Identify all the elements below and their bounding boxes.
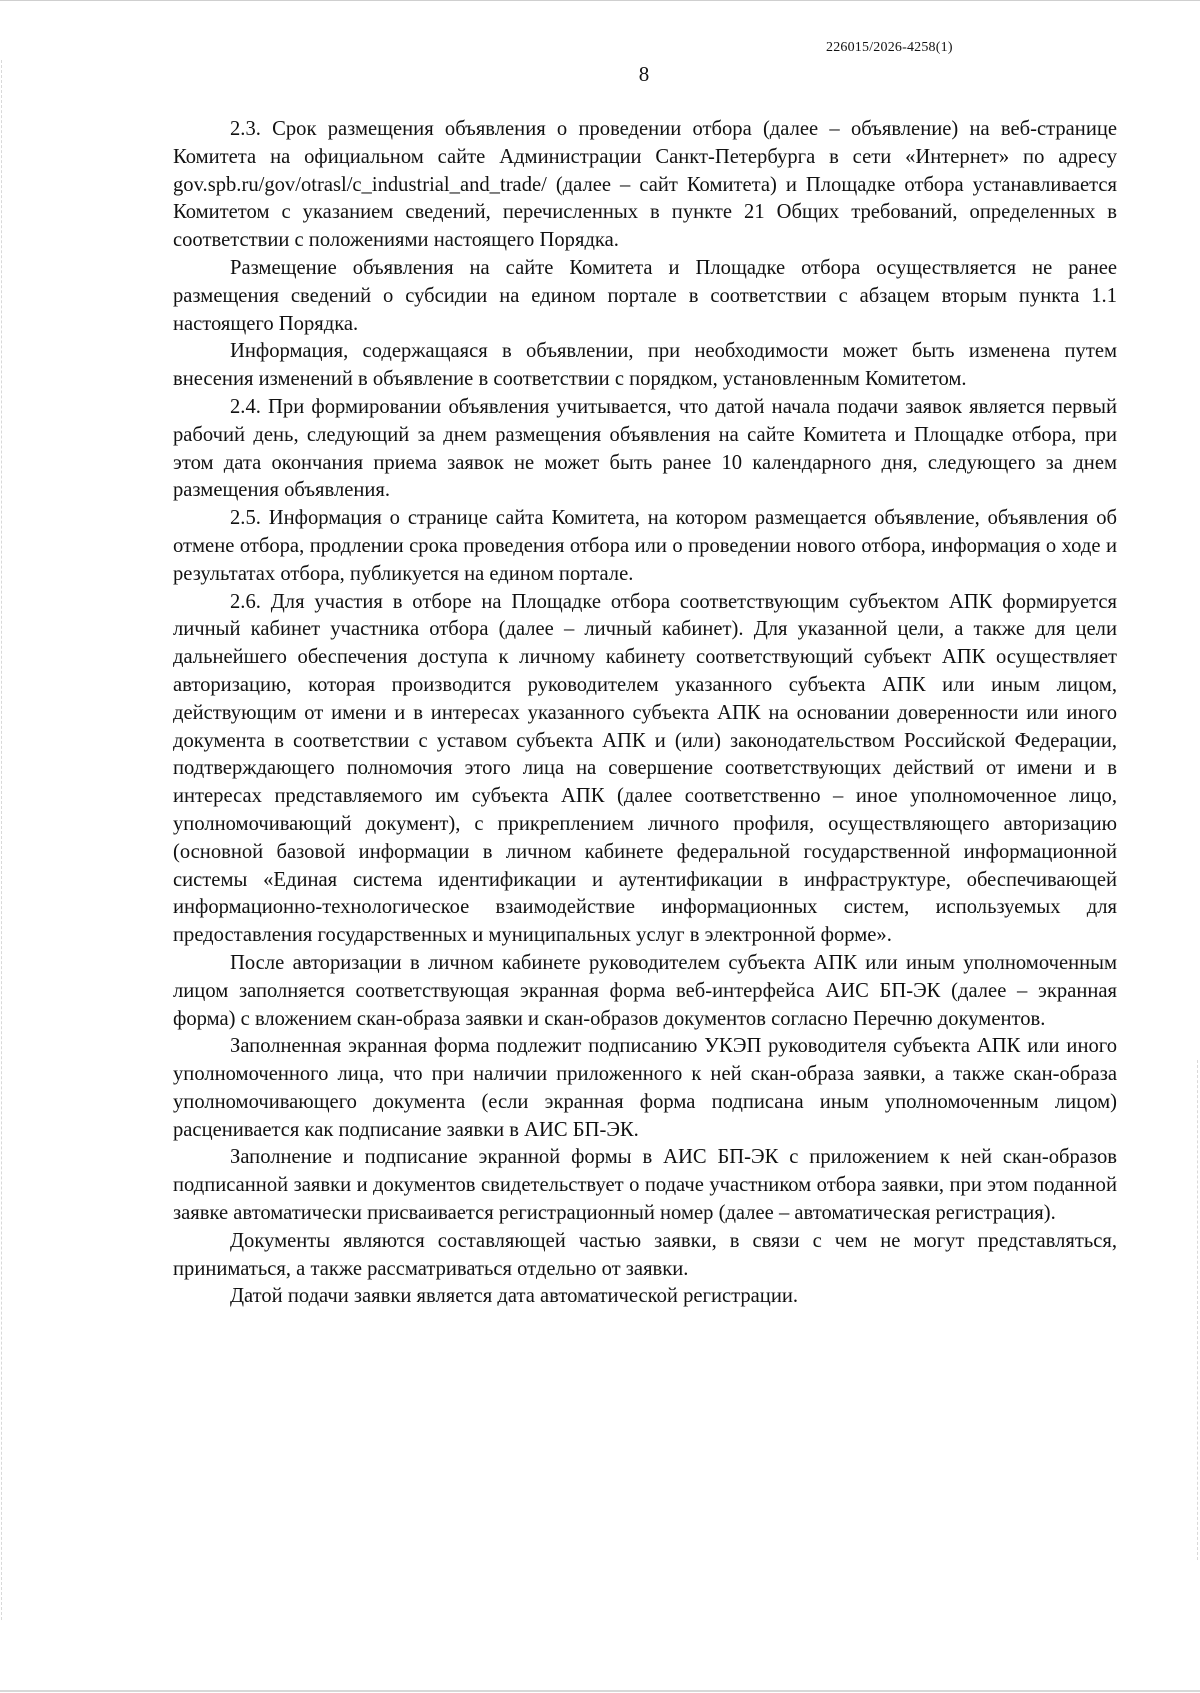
paragraph-2-5: 2.5. Информация о странице сайта Комитета, на котором размещается объявление, объявления об отмене отбора, продлении срока проведения отбора или о проведении нового отбора, информация о ходе и результатах отбора, публикуется на едином портале. bbox=[173, 507, 1117, 585]
paragraph-2-3: 2.3. Срок размещения объявления о проведении отбора (далее – объявление) на веб-странице Комитета на официальном сайте Администрации Санкт-Петербурга в сети «Интернет» по адресу gov.spb.ru/gov/otrasl/c_industrial_and_trade/ (далее – сайт Комитета) и Площадке отбора устанавливается Комитетом с указанием сведений, перечисленных в пункте 21 Общих требований, определенных в соответствии с положениями настоящего Порядка. bbox=[173, 118, 1117, 252]
scan-border-bottom bbox=[0, 1690, 1200, 1692]
paragraph-signing: Заполненная экранная форма подлежит подписанию УКЭП руководителя субъекта АПК или иного уполномоченного лица, что при наличии приложенного к ней скан-образа заявки, а также скан-образа уполномочивающего документа (если экранная форма подписана иным уполномоченным лицом) расценивается как подписание заявки в АИС БП-ЭК. bbox=[173, 1035, 1117, 1141]
document-registration-number: 226015/2026-4258(1) bbox=[826, 40, 953, 55]
paragraph-placement: Размещение объявления на сайте Комитета и Площадке отбора осуществляется не ранее размещения сведений о субсидии на едином портале в соответствии с абзацем вторым пункта 1.1 настоящего Порядка. bbox=[173, 256, 1117, 335]
page-number: 8 bbox=[638, 62, 650, 86]
paragraph-2-6: 2.6. Для участия в отборе на Площадке отбора соответствующим субъектом АПК формируется личный кабинет участника отбора (далее – личный кабинет). Для указанной цели, а также для цели дальнейшего обеспечения доступа к личному кабинету соответствующий субъект АПК осуществляет авторизацию, которая производится руководителем указанного субъекта АПК или иным лицом, действующим от имени и в интересах указанного субъекта АПК на основании доверенности или иного документа в соответствии с уставом субъекта АПК и (или) законодательством Российской Федерации, подтверждающего полномочия этого лица на совершение соответствующих действий от имени и в интересах представляемого им субъекта АПК (далее соответственно – иное уполномоченное лицо, уполномочивающий документ), с прикреплением личного профиля, осуществляющего авторизацию (основной базовой информации в личном кабинете федеральной государственной информационной системы «Единая система идентификации и аутентификации в инфраструктуре, обеспечивающей информационно-технологическое взаимодействие информационных систем, используемых для предоставления государственных и муниципальных услуг в электронной форме». bbox=[173, 590, 1117, 947]
paragraph-2-4: 2.4. При формировании объявления учитывается, что датой начала подачи заявок является первый рабочий день, следующий за днем размещения объявления на сайте Комитета и Площадке отбора, при этом дата окончания приема заявок не может быть ранее 10 календарного дня, следующего за днем размещения объявления. bbox=[173, 395, 1117, 502]
paragraph-submission-date: Датой подачи заявки является дата автоматической регистрации. bbox=[230, 1285, 799, 1308]
scan-edge-right bbox=[1197, 1060, 1198, 1560]
paragraph-documents: Документы являются составляющей частью заявки, в связи с чем не могут представляться, приниматься, а также рассматриваться отдельно от заявки. bbox=[173, 1229, 1117, 1280]
scan-edge-left bbox=[1, 60, 2, 1620]
document-body bbox=[173, 116, 1117, 1311]
paragraph-after-authorization: После авторизации в личном кабинете руководителем субъекта АПК или иным уполномоченным лицом заполняется соответствующая экранная форма веб-интерфейса АИС БП-ЭК (далее – экранная форма) с вложением скан-образа заявки и скан-образов документов согласно Перечню документов. bbox=[173, 951, 1117, 1030]
paragraph-submission: Заполнение и подписание экранной формы в АИС БП-ЭК с приложением к ней скан-образов подписанной заявки и документов свидетельствует о подаче участником отбора заявки, при этом поданной заявке автоматически присваивается регистрационный номер (далее – автоматическая регистрация). bbox=[173, 1146, 1117, 1225]
paragraph-info-changes: Информация, содержащаяся в объявлении, при необходимости может быть изменена путем внесения изменений в объявление в соответствии с порядком, установленным Комитетом. bbox=[173, 340, 1117, 391]
scan-border-top bbox=[0, 0, 1200, 1]
